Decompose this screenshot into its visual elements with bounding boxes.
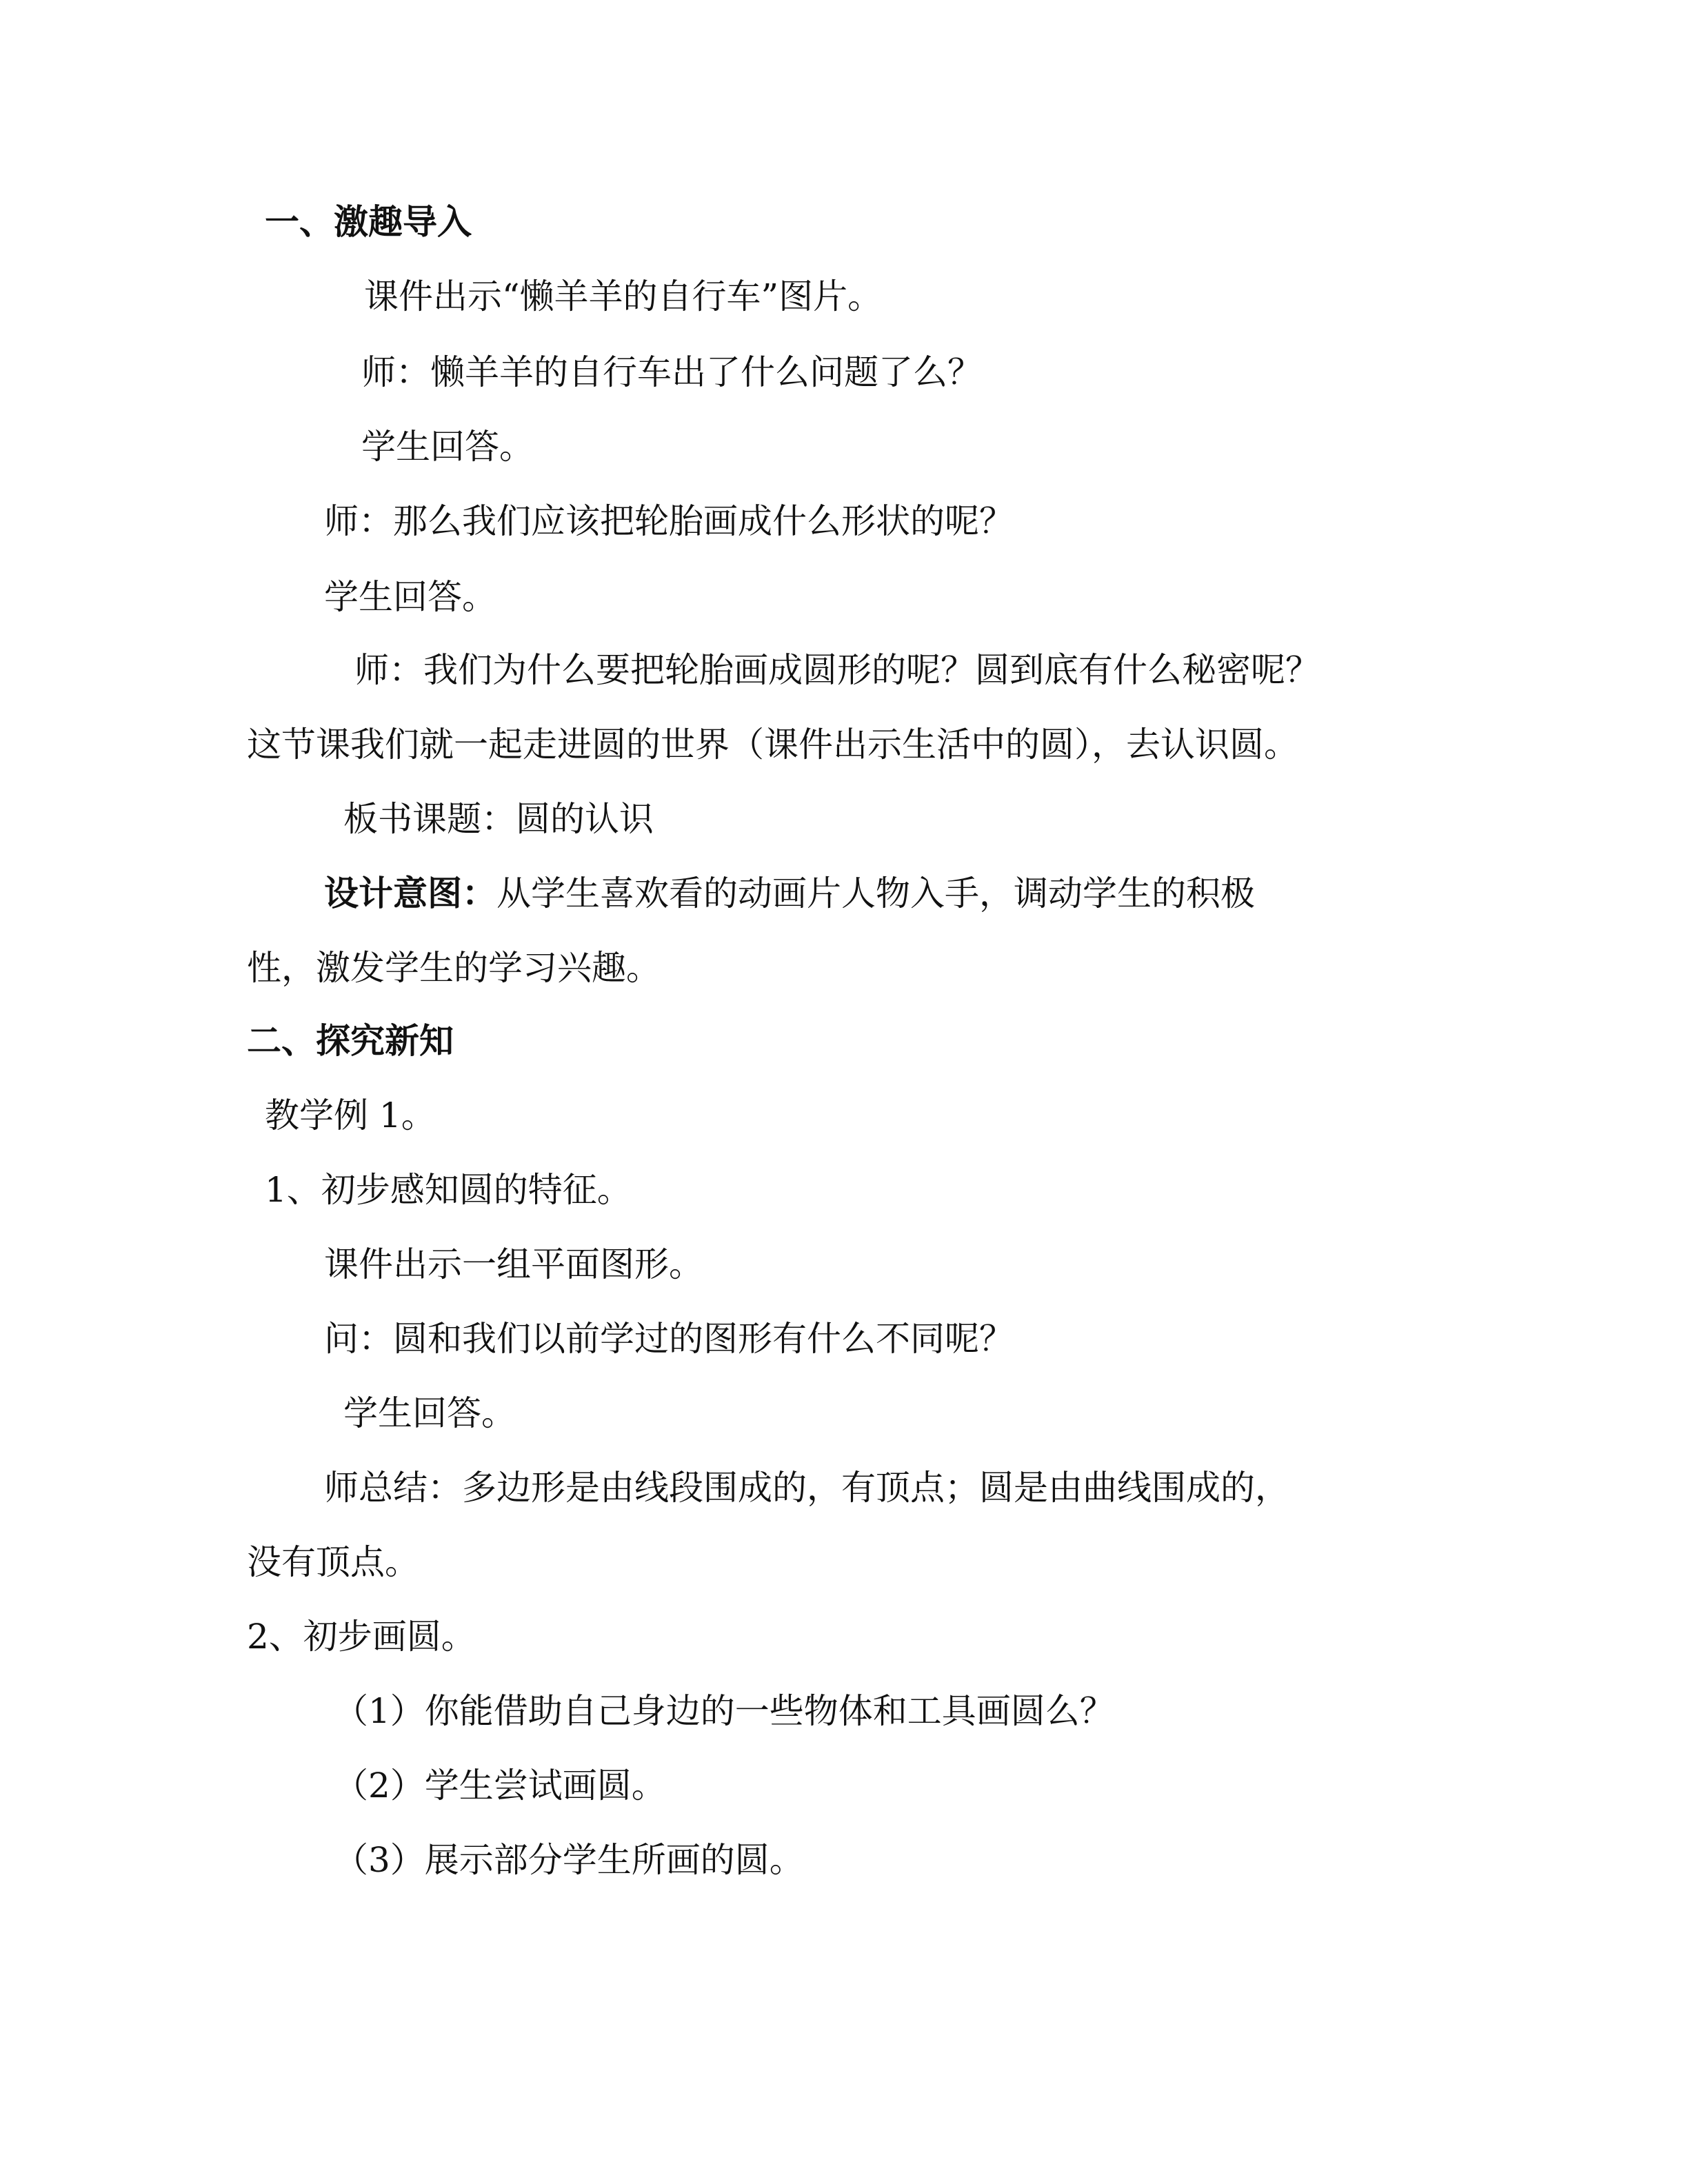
list-item: （2）学生尝试画圆。 (334, 1766, 666, 1806)
paragraph-line: 性，激发学生的学习兴趣。 (247, 948, 661, 988)
paragraph-line: 板书课题：圆的认识 (343, 799, 654, 839)
paragraph-line: 学生回答。 (361, 427, 534, 467)
paragraph-line: 这节课我们就一起走进圆的世界（课件出示生活中的圆），去认识圆。 (247, 725, 1298, 765)
paragraph-line: 教学例 1。 (265, 1095, 436, 1135)
paragraph-line: 师：懒羊羊的自行车出了什么问题了么？ (361, 352, 982, 392)
paragraph-line: 课件出示一组平面图形。 (324, 1244, 703, 1284)
paragraph-line: 学生回答。 (343, 1393, 516, 1433)
design-intent-label: 设计意图： (324, 873, 496, 913)
paragraph-line: 问：圆和我们以前学过的图形有什么不同呢？ (324, 1319, 1014, 1359)
design-intent-line (324, 873, 1255, 914)
section1-heading: 一、激趣导入 (265, 201, 472, 242)
paragraph-line: 课件出示“懒羊羊的自行车”图片。 (364, 276, 883, 316)
design-intent-text: 从学生喜欢看的动画片人物入手，调动学生的积极 (496, 873, 1255, 913)
list-item: （1）你能借助自己身边的一些物体和工具画圆么？ (334, 1691, 1114, 1731)
paragraph-line: 学生回答。 (324, 577, 496, 617)
paragraph-line: 1、初步感知圆的特征。 (265, 1170, 632, 1210)
paragraph-line: 师：我们为什么要把轮胎画成圆形的呢？圆到底有什么秘密呢？ (354, 650, 1320, 690)
paragraph-line: 师总结：多边形是由线段围成的，有顶点；圆是由曲线围成的， (324, 1468, 1289, 1508)
paragraph-line: 2、初步画圆。 (247, 1617, 476, 1657)
section2-heading: 二、探究新知 (247, 1020, 454, 1061)
paragraph-line: 没有顶点。 (247, 1542, 419, 1582)
paragraph-line: 师：那么我们应该把轮胎画成什么形状的呢？ (324, 501, 1014, 541)
list-item: （3）展示部分学生所画的圆。 (334, 1840, 804, 1880)
